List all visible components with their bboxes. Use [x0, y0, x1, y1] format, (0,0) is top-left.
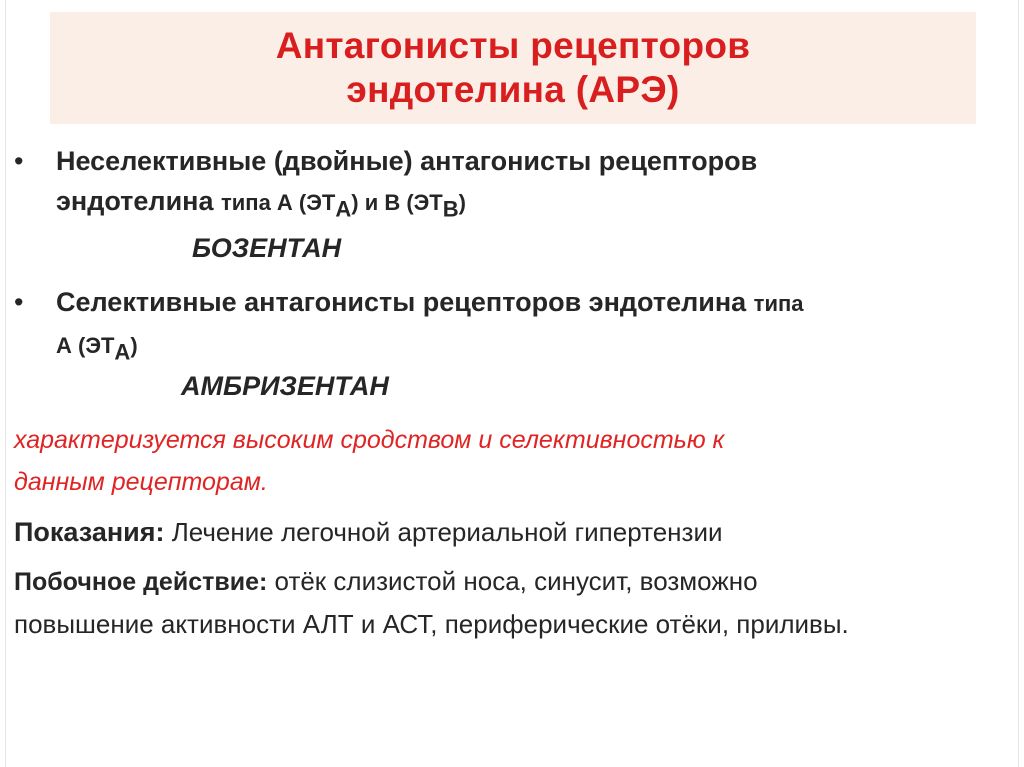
item-text: эндотелина	[56, 186, 221, 216]
item-line: Неселективные (двойные) антагонисты рецепторов	[56, 146, 758, 176]
note-line: характеризуется высоким сродством и селективностью к	[14, 426, 725, 454]
item-text: Селективные антагонисты рецепторов эндотелина	[56, 287, 754, 317]
bullet-icon: •	[14, 287, 24, 317]
drug-name-bosentan: БОЗЕНТАН	[192, 233, 342, 263]
item-line	[56, 282, 996, 324]
side-effects-line: повышение активности АЛТ и АСТ, периферические отёки, приливы.	[14, 609, 849, 639]
title-box	[50, 12, 976, 124]
note-line: данным рецепторам.	[14, 468, 268, 496]
subscript: В	[442, 196, 459, 222]
item-line	[56, 324, 996, 366]
indications-label: Показания:	[14, 517, 165, 547]
item-small-text: )	[130, 333, 138, 358]
item-line	[56, 181, 996, 223]
selectivity-note	[14, 419, 984, 503]
item-small-text: типа	[753, 291, 804, 316]
side-effects-text: отёк слизистой носа, синусит, возможно	[267, 566, 758, 596]
drug-name-ambrisentan: АМБРИЗЕНТАН	[181, 371, 389, 401]
title-line-2: эндотелина (АРЭ)	[346, 69, 680, 110]
slide-frame-left	[5, 0, 6, 767]
side-effects	[14, 560, 1014, 645]
bullet-icon: •	[14, 146, 24, 176]
item-small-text: А (ЭТ	[56, 333, 115, 358]
side-effects-label: Побочное действие:	[14, 568, 268, 596]
slide-frame-right	[1018, 0, 1019, 767]
title-line-1: Антагонисты рецепторов	[275, 25, 751, 66]
subscript: А	[335, 196, 352, 222]
subscript: А	[114, 339, 131, 365]
item-small-text: типа А (ЭТ	[221, 190, 336, 215]
indications-text: Лечение легочной артериальной гипертензии	[164, 517, 723, 547]
bullet-item-nonselective	[14, 141, 996, 223]
item-small-text: )	[458, 190, 466, 215]
indications	[14, 512, 1004, 552]
bullet-item-selective	[14, 282, 996, 366]
item-small-text: ) и В (ЭТ	[351, 190, 443, 215]
side-effects-line	[14, 560, 1014, 603]
